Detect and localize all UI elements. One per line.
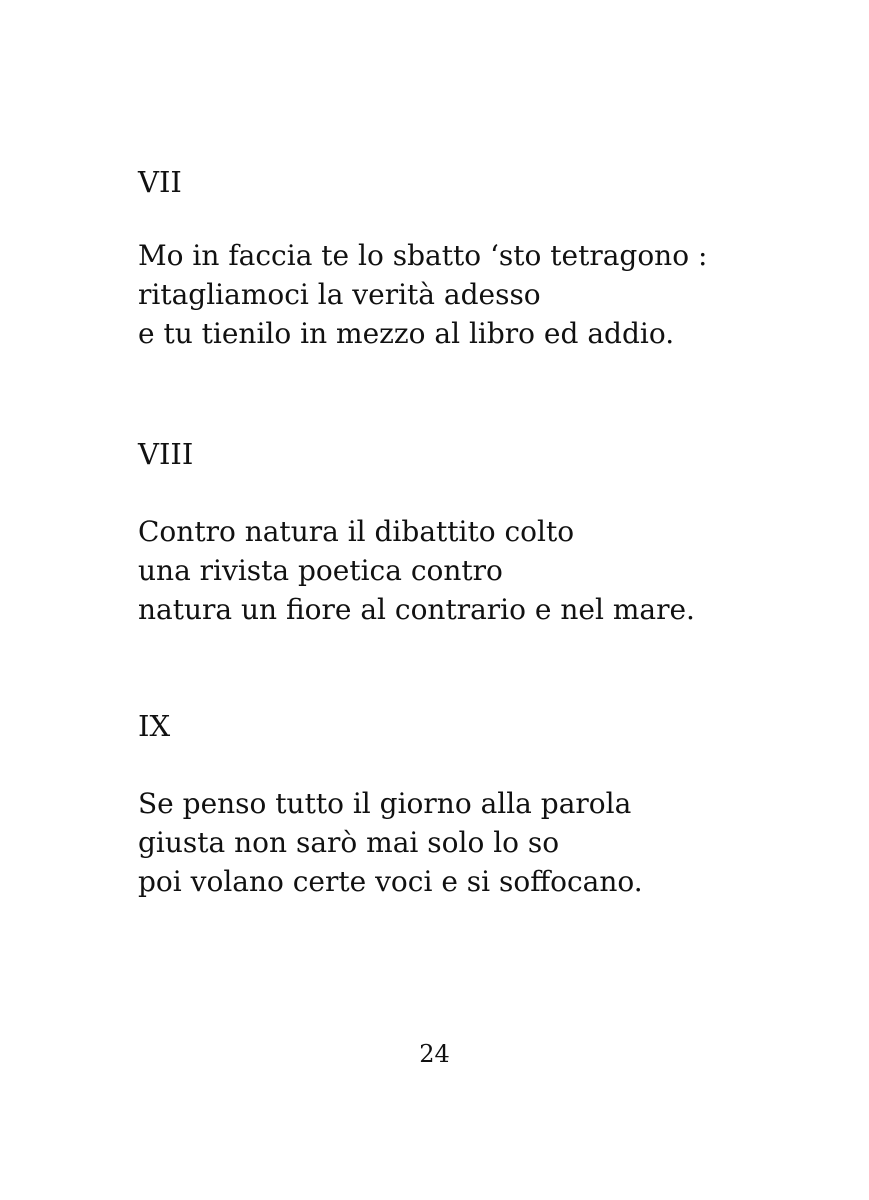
poem-line: una rivista poetica contro xyxy=(138,554,503,587)
poem-line: e tu tienilo in mezzo al libro ed addio. xyxy=(138,317,675,350)
poem-line: natura un fiore al contrario e nel mare. xyxy=(138,593,695,626)
poem-stanza xyxy=(138,512,838,629)
poem-line: poi volano certe voci e si soffocano. xyxy=(138,865,643,898)
poem-line: Se penso tutto il giorno alla parola xyxy=(138,787,632,820)
poem-numeral: VII xyxy=(138,165,182,199)
poem-line: giusta non sarò mai solo lo so xyxy=(138,826,560,859)
page-number: 24 xyxy=(419,1040,450,1068)
poem-stanza xyxy=(138,236,838,353)
poem-line: Contro natura il dibattito colto xyxy=(138,515,575,548)
poem-numeral: VIII xyxy=(138,437,194,471)
poem-numeral: IX xyxy=(138,709,171,743)
poem-line: ritagliamoci la verità adesso xyxy=(138,278,541,311)
poem-stanza xyxy=(138,784,838,901)
poem-line: Mo in faccia te lo sbatto ‘sto tetragono : xyxy=(138,239,708,272)
